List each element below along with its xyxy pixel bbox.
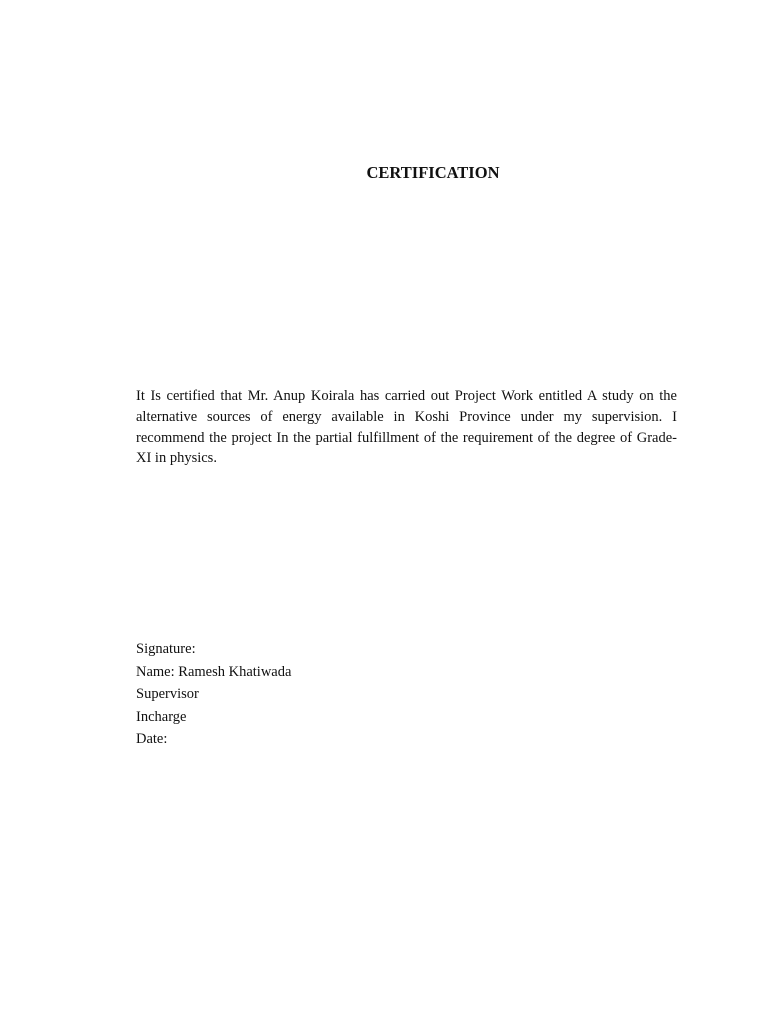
certification-paragraph: It Is certified that Mr. Anup Koirala has carried out Project Work entitled A study on the alternative sources of energy available in Koshi Province under my supervision. I recommend the project In the partial fulfillment of the requirement of the degree of Grade-XI in physics. [136, 388, 677, 467]
signature-label: Signature: [136, 641, 196, 657]
incharge-label: Incharge [136, 708, 187, 725]
date-label: Date: [136, 731, 168, 747]
page-title: CERTIFICATION [366, 163, 500, 182]
title-container [300, 163, 566, 183]
supervisor-role: Supervisor [136, 686, 199, 702]
signature-block [136, 638, 536, 751]
supervisor-name: Name: Ramesh Khatiwada [136, 663, 292, 680]
